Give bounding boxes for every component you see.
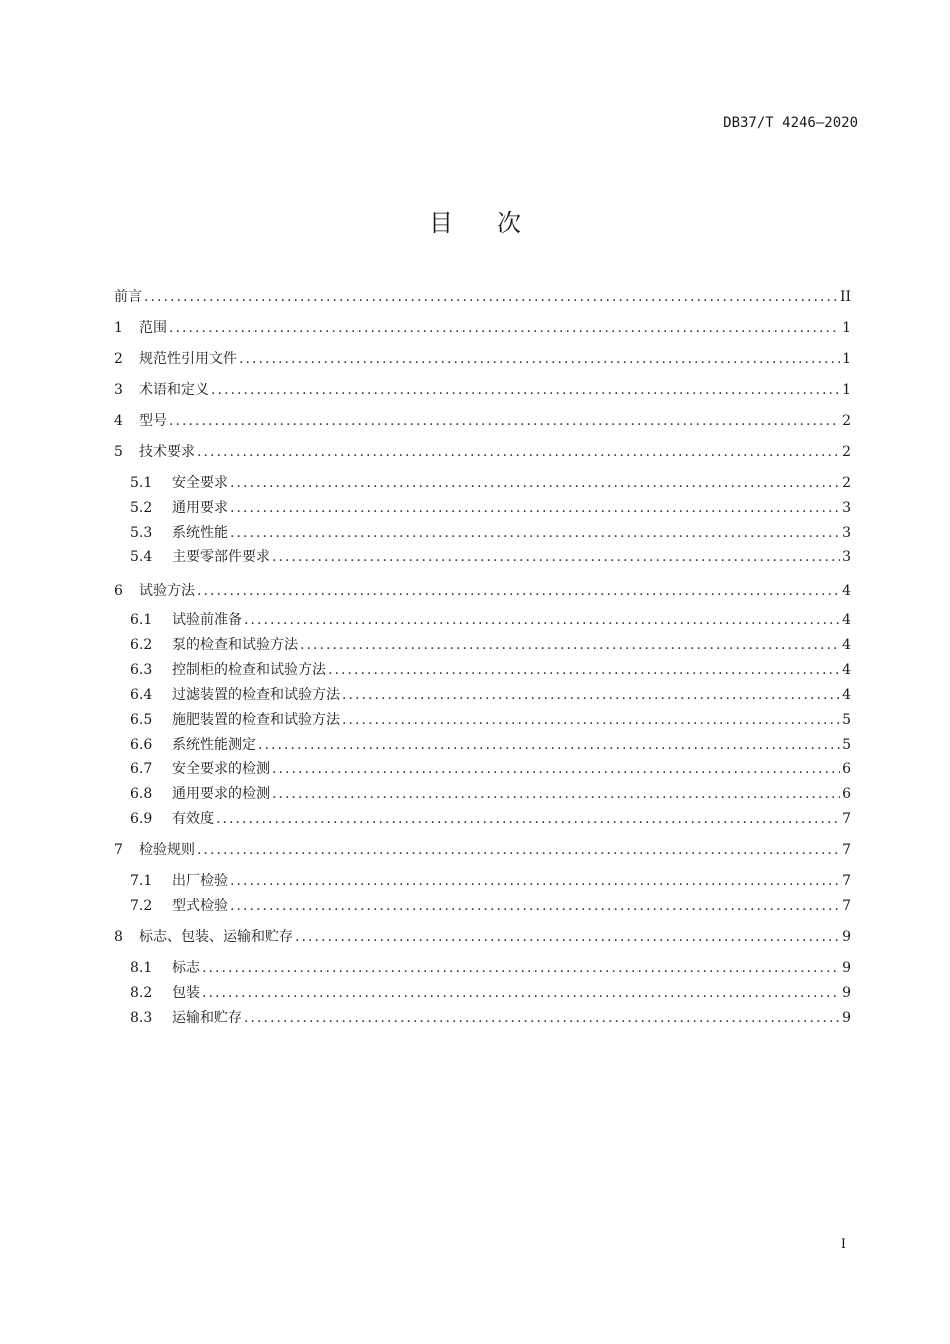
toc-dot-leader bbox=[230, 895, 840, 917]
toc-entry-label: 有效度 bbox=[172, 811, 214, 827]
toc-entry[interactable] bbox=[114, 957, 851, 979]
toc-entry-page: 9 bbox=[842, 929, 851, 945]
toc-dot-leader bbox=[272, 783, 840, 805]
toc-dot-leader bbox=[258, 734, 840, 756]
toc-entry[interactable] bbox=[114, 317, 851, 339]
toc-entry-label: 技术要求 bbox=[139, 444, 195, 460]
toc-dot-leader bbox=[216, 808, 840, 830]
toc-entry[interactable] bbox=[114, 758, 851, 780]
toc-entry-page: 7 bbox=[842, 873, 851, 889]
toc-entry-label: 安全要求的检测 bbox=[172, 761, 270, 777]
toc-entry-number: 5.4 bbox=[130, 549, 153, 565]
toc-entry[interactable] bbox=[114, 870, 851, 892]
toc-entry-number: 4 bbox=[114, 413, 123, 429]
toc-entry[interactable] bbox=[114, 926, 851, 948]
toc-entry-label: 安全要求 bbox=[172, 475, 228, 491]
toc-entry-page: II bbox=[839, 289, 851, 305]
toc-entry-label: 试验前准备 bbox=[172, 612, 242, 628]
toc-entry-number: 6 bbox=[114, 583, 123, 599]
toc-entry-page: 3 bbox=[842, 500, 851, 516]
toc-entry-label: 过滤装置的检查和试验方法 bbox=[172, 687, 340, 703]
toc-entry-label: 前言 bbox=[114, 289, 142, 305]
toc-entry-label: 包装 bbox=[172, 985, 200, 1001]
toc-entry[interactable] bbox=[114, 410, 851, 432]
toc-dot-leader bbox=[244, 609, 840, 631]
toc-entry-page: 2 bbox=[842, 413, 851, 429]
toc-dot-leader bbox=[244, 1007, 840, 1029]
toc-entry-label: 系统性能测定 bbox=[172, 737, 256, 753]
toc-entry-page: 4 bbox=[842, 687, 851, 703]
toc-entry-number: 1 bbox=[114, 320, 123, 336]
toc-entry-number: 6.9 bbox=[130, 811, 153, 827]
toc-entry-number: 6.3 bbox=[130, 662, 153, 678]
toc-entry-number: 7.2 bbox=[130, 898, 153, 914]
toc-dot-leader bbox=[197, 580, 840, 602]
toc-entry[interactable] bbox=[114, 684, 851, 706]
toc-entry-label: 标志、包装、运输和贮存 bbox=[139, 929, 293, 945]
page-number: I bbox=[840, 1237, 846, 1252]
toc-entry-label: 型式检验 bbox=[172, 898, 228, 914]
document-code: DB37/T 4246—2020 bbox=[723, 115, 858, 131]
toc-entry-label: 泵的检查和试验方法 bbox=[172, 637, 298, 653]
toc-entry-label: 标志 bbox=[172, 960, 200, 976]
toc-entry[interactable] bbox=[114, 441, 851, 463]
toc-entry-page: 7 bbox=[842, 811, 851, 827]
toc-entry-number: 7 bbox=[114, 842, 123, 858]
toc-entry[interactable] bbox=[114, 634, 851, 656]
toc-dot-leader bbox=[342, 684, 840, 706]
toc-dot-leader bbox=[169, 410, 840, 432]
toc-entry[interactable] bbox=[114, 348, 851, 370]
toc-entry[interactable] bbox=[114, 580, 851, 602]
toc-dot-leader bbox=[342, 709, 840, 731]
toc-entry-label: 系统性能 bbox=[172, 525, 228, 541]
toc-entry-number: 8.1 bbox=[130, 960, 153, 976]
toc-entry[interactable] bbox=[114, 472, 851, 494]
toc-dot-leader bbox=[169, 317, 840, 339]
toc-entry-number: 6.2 bbox=[130, 637, 153, 653]
toc-dot-leader bbox=[197, 839, 840, 861]
toc-entry-page: 1 bbox=[842, 320, 851, 336]
toc-entry-page: 4 bbox=[842, 637, 851, 653]
toc-dot-leader bbox=[239, 348, 840, 370]
toc-entry-number: 6.8 bbox=[130, 786, 153, 802]
toc-entry[interactable] bbox=[114, 839, 851, 861]
toc-entry-number: 5 bbox=[114, 444, 123, 460]
toc-dot-leader bbox=[272, 546, 840, 568]
toc-entry[interactable] bbox=[114, 783, 851, 805]
toc-entry-page: 1 bbox=[842, 351, 851, 367]
toc-entry-page: 5 bbox=[842, 737, 851, 753]
toc-entry-label: 试验方法 bbox=[139, 583, 195, 599]
toc-entry[interactable] bbox=[114, 379, 851, 401]
toc-entry[interactable] bbox=[114, 659, 851, 681]
toc-entry-page: 2 bbox=[842, 444, 851, 460]
toc-entry-page: 9 bbox=[842, 1010, 851, 1026]
toc-entry-page: 6 bbox=[842, 786, 851, 802]
toc-entry[interactable] bbox=[114, 734, 851, 756]
toc-dot-leader bbox=[197, 441, 840, 463]
toc-entry-label: 通用要求的检测 bbox=[172, 786, 270, 802]
toc-entry-page: 4 bbox=[842, 662, 851, 678]
toc-entry-number: 6.6 bbox=[130, 737, 153, 753]
toc-entry-number: 5.2 bbox=[130, 500, 153, 516]
toc-entry-number: 7.1 bbox=[130, 873, 153, 889]
toc-entry-number: 5.1 bbox=[130, 475, 153, 491]
toc-entry[interactable] bbox=[114, 1007, 851, 1029]
toc-entry-label: 控制柜的检查和试验方法 bbox=[172, 662, 326, 678]
toc-entry-label: 主要零部件要求 bbox=[172, 549, 270, 565]
toc-entry-label: 出厂检验 bbox=[172, 873, 228, 889]
toc-entry-number: 8.2 bbox=[130, 985, 153, 1001]
toc-entry-page: 7 bbox=[842, 842, 851, 858]
toc-dot-leader bbox=[211, 379, 840, 401]
toc-entry-page: 3 bbox=[842, 549, 851, 565]
toc-entry[interactable] bbox=[114, 546, 851, 568]
toc-dot-leader bbox=[230, 497, 840, 519]
toc-dot-leader bbox=[144, 286, 838, 308]
toc-entry-number: 6.4 bbox=[130, 687, 153, 703]
toc-entry-page: 4 bbox=[842, 583, 851, 599]
toc-entry[interactable] bbox=[114, 895, 851, 917]
toc-entry-label: 型号 bbox=[139, 413, 167, 429]
toc-entry-number: 6.7 bbox=[130, 761, 153, 777]
toc-entry-page: 5 bbox=[842, 712, 851, 728]
toc-entry-label: 施肥装置的检查和试验方法 bbox=[172, 712, 340, 728]
toc-entry-number: 8 bbox=[114, 929, 123, 945]
toc-entry[interactable] bbox=[114, 522, 851, 544]
page-title: 目次 bbox=[429, 209, 565, 237]
toc-dot-leader bbox=[202, 982, 840, 1004]
toc-entry-page: 9 bbox=[842, 985, 851, 1001]
toc-entry-page: 4 bbox=[842, 612, 851, 628]
toc-dot-leader bbox=[230, 522, 840, 544]
toc-dot-leader bbox=[295, 926, 840, 948]
toc-entry-page: 1 bbox=[842, 382, 851, 398]
toc-entry[interactable] bbox=[114, 808, 851, 830]
toc-dot-leader bbox=[202, 957, 840, 979]
toc-entry-label: 运输和贮存 bbox=[172, 1010, 242, 1026]
toc-entry-page: 7 bbox=[842, 898, 851, 914]
toc-entry-label: 术语和定义 bbox=[139, 382, 209, 398]
toc-dot-leader bbox=[272, 758, 840, 780]
toc-entry-label: 规范性引用文件 bbox=[139, 351, 237, 367]
toc-entry-page: 9 bbox=[842, 960, 851, 976]
toc-dot-leader bbox=[328, 659, 840, 681]
toc-dot-leader bbox=[230, 870, 840, 892]
toc-entry-page: 2 bbox=[842, 475, 851, 491]
toc-dot-leader bbox=[230, 472, 840, 494]
toc-entry-number: 8.3 bbox=[130, 1010, 153, 1026]
toc-entry-number: 6.5 bbox=[130, 712, 153, 728]
toc-entry[interactable] bbox=[114, 982, 851, 1004]
toc-dot-leader bbox=[300, 634, 840, 656]
toc-entry[interactable] bbox=[114, 609, 851, 631]
toc-entry-label: 通用要求 bbox=[172, 500, 228, 516]
toc-entry-number: 5.3 bbox=[130, 525, 153, 541]
toc-entry-number: 2 bbox=[114, 351, 123, 367]
toc-entry-page: 3 bbox=[842, 525, 851, 541]
toc-entry-label: 检验规则 bbox=[139, 842, 195, 858]
toc-entry[interactable] bbox=[114, 497, 851, 519]
toc-entry-number: 6.1 bbox=[130, 612, 153, 628]
toc-entry-label: 范围 bbox=[139, 320, 167, 336]
toc-entry[interactable] bbox=[114, 709, 851, 731]
toc-entry[interactable] bbox=[114, 286, 851, 308]
toc-entry-page: 6 bbox=[842, 761, 851, 777]
toc-entry-number: 3 bbox=[114, 382, 123, 398]
